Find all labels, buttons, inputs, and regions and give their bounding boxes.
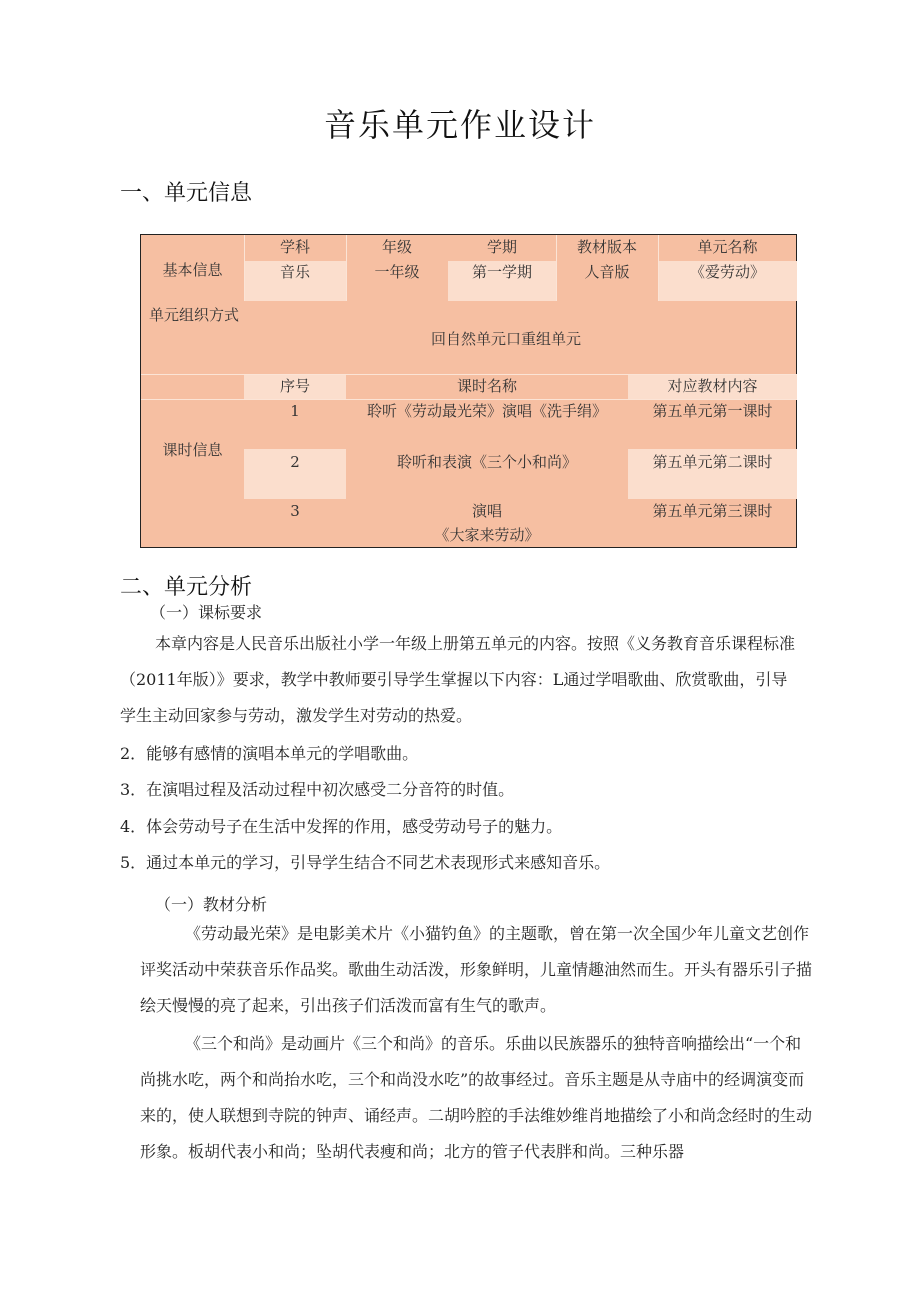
basic-info-label: 基本信息 — [162, 261, 223, 279]
value-edition: 人音版 — [584, 263, 630, 281]
grid-line — [141, 399, 797, 400]
lesson-info-label: 课时信息 — [162, 441, 223, 459]
lesson-content: 第五单元第三课时 — [652, 502, 773, 520]
lesson-name: 聆听《劳动最光荣》演唱《洗手绢》 — [366, 402, 607, 420]
lesson-name: 聆听和表演《三个小和尚》 — [396, 453, 577, 471]
lesson-name-line1: 演唱 — [471, 502, 502, 520]
list-item: 4．体会劳动号子在生活中发挥的作用，感受劳动号子的魅力。 — [120, 817, 563, 836]
lesson-no: 1 — [290, 402, 300, 420]
paragraph-song-2: 《三个和尚》是动画片《三个和尚》的音乐。乐曲以民族器乐的独特音响描绘出“一个和尚挑水吃，两个和尚抬水吃，三个和尚没水吃”的故事经过。音乐主题是从寺庙中的经调演变而来的，使人联想到寺院的钟声、诵经声。二胡吟腔的手法维妙维肖地描绘了小和尚念经时的生动形象。板胡代表小和尚；坠胡代表瘦和尚；北方的管子代表胖和尚。三种乐器 — [140, 1034, 813, 1161]
value-unit-name: 《爱劳动》 — [689, 263, 765, 281]
lesson-header-content: 对应教材内容 — [667, 377, 758, 395]
header-unit-name: 单元名称 — [697, 238, 758, 256]
list-item: 3．在演唱过程及活动过程中初次感受二分音符的时值。 — [120, 780, 515, 799]
lesson-content: 第五单元第一课时 — [652, 402, 773, 420]
subheading-material-analysis: （一）教材分析 — [155, 895, 268, 914]
value-subject: 音乐 — [279, 263, 310, 281]
lesson-name-line2: 《大家来劳动》 — [434, 526, 540, 544]
list-item: 2．能够有感情的演唱本单元的学唱歌曲。 — [120, 744, 419, 763]
header-edition: 教材版本 — [576, 238, 637, 256]
value-term: 第一学期 — [471, 263, 532, 281]
lesson-header-no: 序号 — [279, 377, 310, 395]
unit-info-table — [140, 234, 797, 548]
paragraph-standard: 本章内容是人民音乐出版社小学一年级上册第五单元的内容。按照《义务教育音乐课程标准（2011年版）》要求，教学中教师要引导学生掌握以下内容：L通过学唱歌曲、欣赏歌曲，引导学生主动回家参与劳动，激发学生对劳动的热爱。 — [120, 634, 796, 725]
org-value: 回自然单元口重组单元 — [430, 330, 581, 348]
header-term: 学期 — [486, 238, 517, 256]
header-subject: 学科 — [279, 238, 310, 256]
paragraph-song-1: 《劳动最光荣》是电影美术片《小猫钓鱼》的主题歌，曾在第一次全国少年儿童文艺创作评奖活动中荣获音乐作品奖。歌曲生动活泼，形象鲜明，儿童情趣油然而生。开头有器乐引子描绘天慢慢的亮了起来，引出孩子们活泼而富有生气的歌声。 — [140, 924, 813, 1015]
section-heading-unit-info: 一、单元信息 — [120, 181, 253, 206]
page-title: 音乐单元作业设计 — [323, 106, 596, 144]
grid-line — [141, 374, 797, 375]
lesson-no: 2 — [290, 453, 300, 471]
lesson-no: 3 — [290, 502, 300, 520]
section-heading-unit-analysis: 二、单元分析 — [120, 575, 253, 600]
org-label: 单元组织方式 — [148, 306, 239, 324]
subheading-curriculum-standard: （一）课标要求 — [150, 603, 263, 622]
list-item: 5．通过本单元的学习，引导学生结合不同艺术表现形式来感知音乐。 — [120, 853, 611, 872]
lesson-content: 第五单元第二课时 — [652, 453, 773, 471]
header-grade: 年级 — [381, 238, 412, 256]
lesson-header-name: 课时名称 — [456, 377, 517, 395]
value-grade: 一年级 — [374, 263, 420, 281]
